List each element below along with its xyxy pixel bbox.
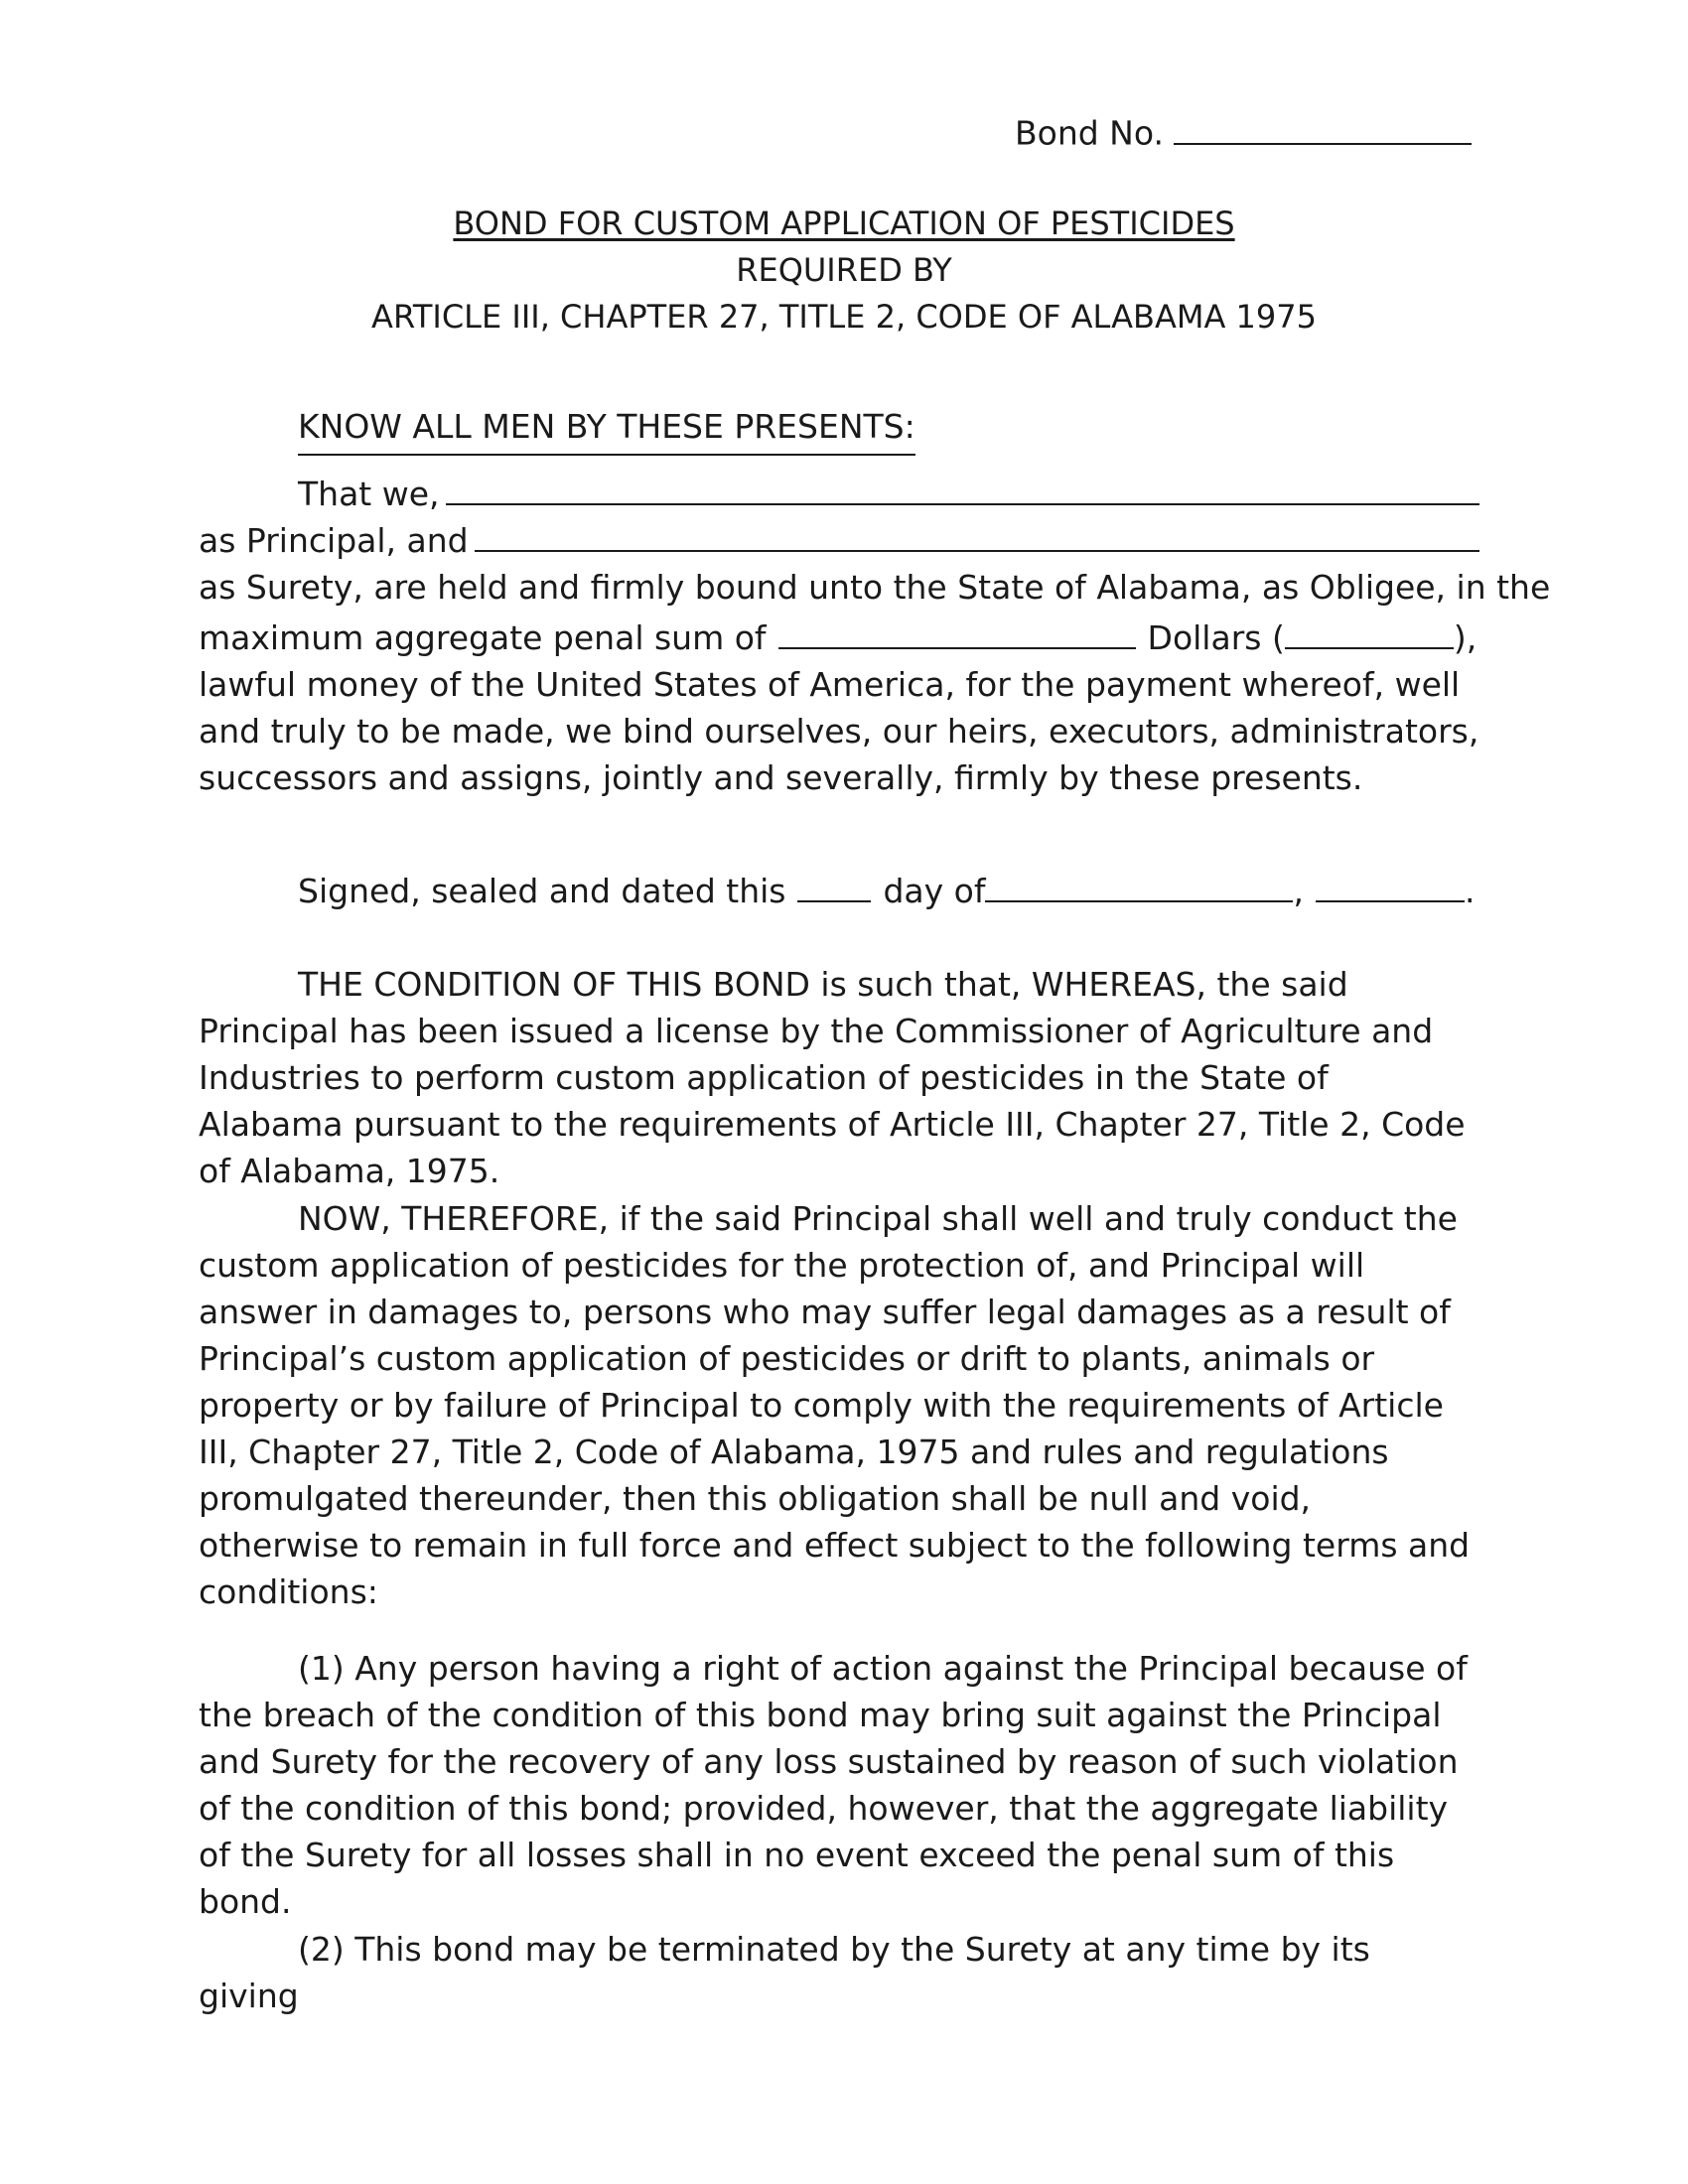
term-2-text: (2) This bond may be terminated by the Surety at any time by its giving	[199, 1930, 1370, 2015]
therefore-text: NOW, THEREFORE, if the said Principal shall well and truly conduct the custom application of pesticides for the protection of, and Principal will answer in damages to, persons who may suffer legal damages as a result of Principal’s custom application of pesticides or drift to plants, animals or property or by failure of Principal to comply with the requirements of Article III, Chapter 27, Title 2, Code of Alabama, 1975 and rules and regulations promulgated thereunder, then this obligation shall be null and void, otherwise to remain in full force and effect subject to the following terms and conditions:	[199, 1199, 1471, 1611]
penal-sum-figures-blank[interactable]	[1285, 617, 1454, 649]
condition-paragraph	[199, 961, 1479, 1194]
that-we-label: That we,	[298, 475, 440, 513]
intro-rest: lawful money of the United States of America, for the payment whereof, well and truly to be made, we bind ourselves, our heirs, executors, administrators, successors and assigns, jointly and severally, firmly by these presents.	[199, 665, 1479, 797]
that-we-row	[199, 471, 1479, 517]
surety-line: as Surety, are held and firmly bound unto the State of Alabama, as Obligee, in the	[199, 568, 1551, 607]
therefore-paragraph	[199, 1195, 1479, 1615]
title-line-1: BOND FOR CUSTOM APPLICATION OF PESTICIDES	[453, 205, 1235, 242]
day-of-label: day of	[883, 872, 986, 910]
title-line-2: REQUIRED BY	[736, 251, 952, 289]
signed-month-blank[interactable]	[985, 871, 1293, 902]
penal-sum-words-blank[interactable]	[778, 617, 1136, 649]
as-principal-row	[199, 517, 1479, 564]
bond-number-label: Bond No.	[1015, 113, 1164, 153]
signed-comma: ,	[1293, 872, 1304, 910]
term-1-text: (1) Any person having a right of action against the Principal because of the breach of the condition of this bond may bring suit against the Principal and Surety for the recovery of any loss sustained by reason of such violation of the condition of this bond; provided, however, that the aggregate liability of the Surety for all losses shall in no event exceed the penal sum of this bond.	[199, 1649, 1468, 1921]
document-title	[0, 201, 1688, 341]
title-line-3: ARTICLE III, CHAPTER 27, TITLE 2, CODE OF ALABAMA 1975	[371, 298, 1317, 336]
bond-number-blank[interactable]	[1174, 113, 1472, 145]
condition-text: THE CONDITION OF THIS BOND is such that, WHEREAS, the said Principal has been issued a license by the Commissioner of Agriculture and Industries to perform custom application of pesticides in the State of Alabama pursuant to the requirements of Article III, Chapter 27, Title 2, Code of Alabama, 1975.	[199, 965, 1466, 1190]
intro-heading-block	[199, 403, 1479, 456]
signed-paragraph	[199, 868, 1479, 914]
penal-sum-label: maximum aggregate penal sum of	[199, 618, 767, 657]
surety-name-blank[interactable]	[475, 520, 1479, 552]
signed-period: .	[1464, 872, 1476, 910]
penal-sum-row	[199, 614, 1479, 661]
dollars-close: ),	[1453, 618, 1477, 657]
intro-heading: KNOW ALL MEN BY THESE PRESENTS:	[298, 403, 915, 456]
signed-year-blank[interactable]	[1316, 871, 1465, 902]
dollars-label: Dollars (	[1147, 618, 1285, 657]
principal-name-blank[interactable]	[446, 474, 1479, 505]
term-2-paragraph	[199, 1926, 1479, 2019]
signed-row	[199, 868, 1479, 914]
bond-number-line	[1015, 113, 1472, 153]
term-1-paragraph	[199, 1645, 1479, 1925]
as-principal-label: as Principal, and	[199, 521, 469, 560]
intro-paragraph	[199, 471, 1551, 801]
signed-day-blank[interactable]	[797, 871, 871, 902]
signed-label: Signed, sealed and dated this	[298, 872, 786, 910]
